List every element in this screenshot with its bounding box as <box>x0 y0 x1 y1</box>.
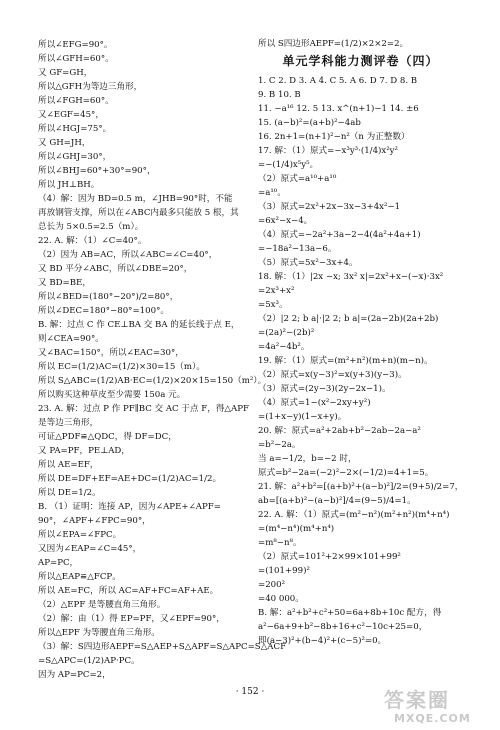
text-line: 20. 解：原式=a²+2ab+b²−2ab−2a−a² <box>258 426 421 436</box>
text-line: 所以△EAP≌△FCP。 <box>38 572 121 582</box>
right-column <box>258 38 463 648</box>
text-line: 所以△EPF 为等腰直角三角形。 <box>38 628 160 638</box>
text-line: （2）△EPF 是等腰直角三角形。 <box>38 600 166 610</box>
text-line: 所以 DE=1/2。 <box>38 488 101 498</box>
text-line: 所以∠EFG=90°。 <box>38 40 113 50</box>
text-line: =−(1/4)x⁵y⁵。 <box>258 160 319 170</box>
text-line: （3）原式=2x²+2x−3x−3+4x²−1 <box>258 202 401 212</box>
text-line: 15. (a−b)²=(a+b)²−4ab <box>258 118 361 128</box>
text-line: （3）解：S四边形AEPF=S△AEP+S△APF=S△APC=S△ACF <box>38 642 287 652</box>
text-line: 又因为∠EAP=∠C=45°， <box>38 544 142 554</box>
text-line: 9. B 10. B <box>258 90 301 100</box>
text-line: 11. −a¹⁶ 12. 5 13. x^(n+1)−1 14. ±6 <box>258 104 419 114</box>
text-line: 又∠BAC=150°，所以∠EAC=30°， <box>38 348 184 358</box>
text-line: （4）解：因为 BD=0.5 m，∠JHB=90°时，不能 <box>38 194 233 204</box>
text-line: 所以∠DEC=180°−80°=100°。 <box>38 306 169 316</box>
text-line: （2）因为 AB=AC，所以∠ABC=∠C=40°， <box>38 250 218 260</box>
text-line: =(101+99)² <box>258 566 310 576</box>
text-line: 所以∠EPA=∠FPC。 <box>38 530 122 540</box>
text-line: 因为 AP=PC=2， <box>38 670 111 680</box>
text-line: 又 BD=BE， <box>38 278 91 288</box>
text-line: B. （1）证明：连接 AP，因为∠APE+∠APF= <box>38 502 221 512</box>
text-line: AP=PC， <box>38 558 79 568</box>
text-line: （4）原式=1−(x²−2xy+y²) <box>258 398 371 408</box>
text-line: B. 解：a²+b²+c²+50=6a+8b+10c 配方，得 <box>258 608 442 618</box>
text-line: 16. 2n+1=(n+1)²−n²（n 为正整数） <box>258 132 410 142</box>
text-line: 所以∠HGJ=75°。 <box>38 124 112 134</box>
text-line: =6x²−x−4。 <box>258 216 313 226</box>
text-line: 是等边三角形， <box>38 418 99 428</box>
text-line: 又 BD 平分∠ABC，所以∠DBE=20°， <box>38 264 193 274</box>
text-line: 所以 S四边形AEPF=(1/2)×2×2=2。 <box>258 39 409 49</box>
text-line: 所以 AE=EF， <box>38 460 99 470</box>
text-line: 所以购买这种草皮至少需要 150a 元。 <box>38 390 186 400</box>
text-line: 所以∠BHJ=60°+30°=90°， <box>38 166 156 176</box>
text-line: 再放钢管支撑，所以在∠ABC内最多只能放 5 根，其 <box>38 208 239 218</box>
text-line: 22. A. 解：（1）原式=(m²−n²)(m²+n²)(m⁴+n⁴) <box>258 510 450 520</box>
text-line: 所以 DE=DF+EF=AE+DC=(1/2)AC=1/2。 <box>38 474 222 484</box>
text-line: =200² <box>258 580 286 590</box>
text-line: 17. 解：（1）原式=−x³y³·(1/4)x²y² <box>258 146 398 156</box>
text-line: （2）原式=a¹⁰+a¹⁰ <box>258 174 337 184</box>
text-line: 1. C 2. D 3. A 4. C 5. A 6. D 7. D 8. B <box>258 76 418 86</box>
right-intro <box>258 38 463 51</box>
text-line: 所以∠GHJ=30°， <box>38 152 112 162</box>
text-line: =40 000。 <box>258 594 304 604</box>
text-line: 所以∠BED=(180°−20°)/2=80°， <box>38 292 179 302</box>
text-line: =(m⁴−n⁴)(m⁴+n⁴) <box>258 524 335 534</box>
text-line: =4a²−4b²。 <box>258 342 310 352</box>
text-line: B. 解：过点 C 作 CE⊥BA 交 BA 的延长线于点 E， <box>38 320 240 330</box>
text-line: =m⁸−n⁸。 <box>258 538 302 548</box>
text-line: 即(a−3)²+(b−4)²+(c−5)²=0。 <box>258 636 387 646</box>
text-line: =2x³+x² <box>258 286 295 296</box>
text-line: 18. 解：（1）|2x −x; 3x² x|=2x²+x−(−x)·3x² <box>258 272 444 282</box>
text-line: 当 a=−1/2，b=−2 时， <box>258 454 357 464</box>
text-line: 22. A. 解：（1）∠C=40°。 <box>38 236 147 246</box>
text-line: 又 GF=GH， <box>38 68 93 78</box>
text-line: =S△APC=(1/2)AP·PC。 <box>38 656 140 666</box>
right-body <box>258 74 463 648</box>
text-line: 所以∠GFH=60°。 <box>38 54 114 64</box>
text-line: =(2a)²−(2b)² <box>258 328 315 338</box>
text-line: （2）原式=x(y−3)²=x(y+3)(y−3)。 <box>258 370 407 380</box>
text-line: 所以 JH⊥BH。 <box>38 180 100 190</box>
text-line: 23. A. 解：过点 P 作 PF∥BC 交 AC 于点 F，得△APF <box>38 404 249 414</box>
text-line: （2）原式=101²+2×99×101+99² <box>258 552 401 562</box>
text-line: 90°，∠APF+∠FPC=90°， <box>38 516 151 526</box>
watermark-logo: 答案圈 MXQE.COM <box>384 688 471 725</box>
text-line: =b²−2a。 <box>258 440 301 450</box>
text-line: =5x³。 <box>258 300 288 310</box>
text-line: （3）原式=(2y−3)(2y−2x−1)。 <box>258 384 391 394</box>
text-line: 所以 AE=FC，所以 AC=AF+FC=AF+AE。 <box>38 586 219 596</box>
text-line: 总长为 5×0.5=2.5（m）。 <box>38 222 144 232</box>
text-line: （2）|2 2; b a|·|2 2; b a|=(2a−2b)(2a+2b) <box>258 314 439 324</box>
text-line: ab=[(a+b)²−(a−b)²]/4=(9−5)/4=1。 <box>258 496 416 506</box>
text-line: 则∠CEA=90°。 <box>38 334 104 344</box>
text-line: a²−6a+9+b²−8b+16+c²−10c+25=0， <box>258 622 428 632</box>
text-line: （2）解：由（1）得 EP=PF，又∠EPF=90°， <box>38 614 225 624</box>
text-line: （5）原式=5x²−3x+4。 <box>258 258 358 268</box>
text-line: 可证△PDF≌△QDC，得 DF=DC， <box>38 432 177 442</box>
text-line: 19. 解：（1）原式=(m²+n²)(m+n)(m−n)。 <box>258 356 433 366</box>
text-line: =−18a²−13a−6。 <box>258 244 337 254</box>
section-title: 单元学科能力测评卷（四） <box>282 54 439 68</box>
text-line: 原式=b²−2a=(−2)²−2×(−1/2)=4+1=5。 <box>258 468 434 478</box>
text-line: 所以 S△ABC=(1/2)AB·EC=(1/2)×20×15=150（m²）。 <box>38 376 267 386</box>
text-line: =(1+x−y)(1−x+y)。 <box>258 412 347 422</box>
text-line: 又 PA=PF，PE⊥AD， <box>38 446 130 456</box>
text-line: 所以 EC=(1/2)AC=(1/2)×30=15（m）。 <box>38 362 205 372</box>
text-line: 所以∠FGH=60°。 <box>38 96 114 106</box>
page-number: · 152 · <box>235 687 265 697</box>
text-line: （4）原式=−2a²+3a−2−4(4a²+4a+1) <box>258 230 421 240</box>
text-line: 所以△GFH为等边三角形， <box>38 82 143 92</box>
text-line: 21. 解：a²+b²=[(a+b)²+(a−b)²]/2=(9+5)/2=7， <box>258 482 464 492</box>
text-line: =a¹⁰。 <box>258 188 286 198</box>
text-line: 又 GH=JH， <box>38 138 91 148</box>
text-line: 又∠EGF=45°， <box>38 110 104 120</box>
